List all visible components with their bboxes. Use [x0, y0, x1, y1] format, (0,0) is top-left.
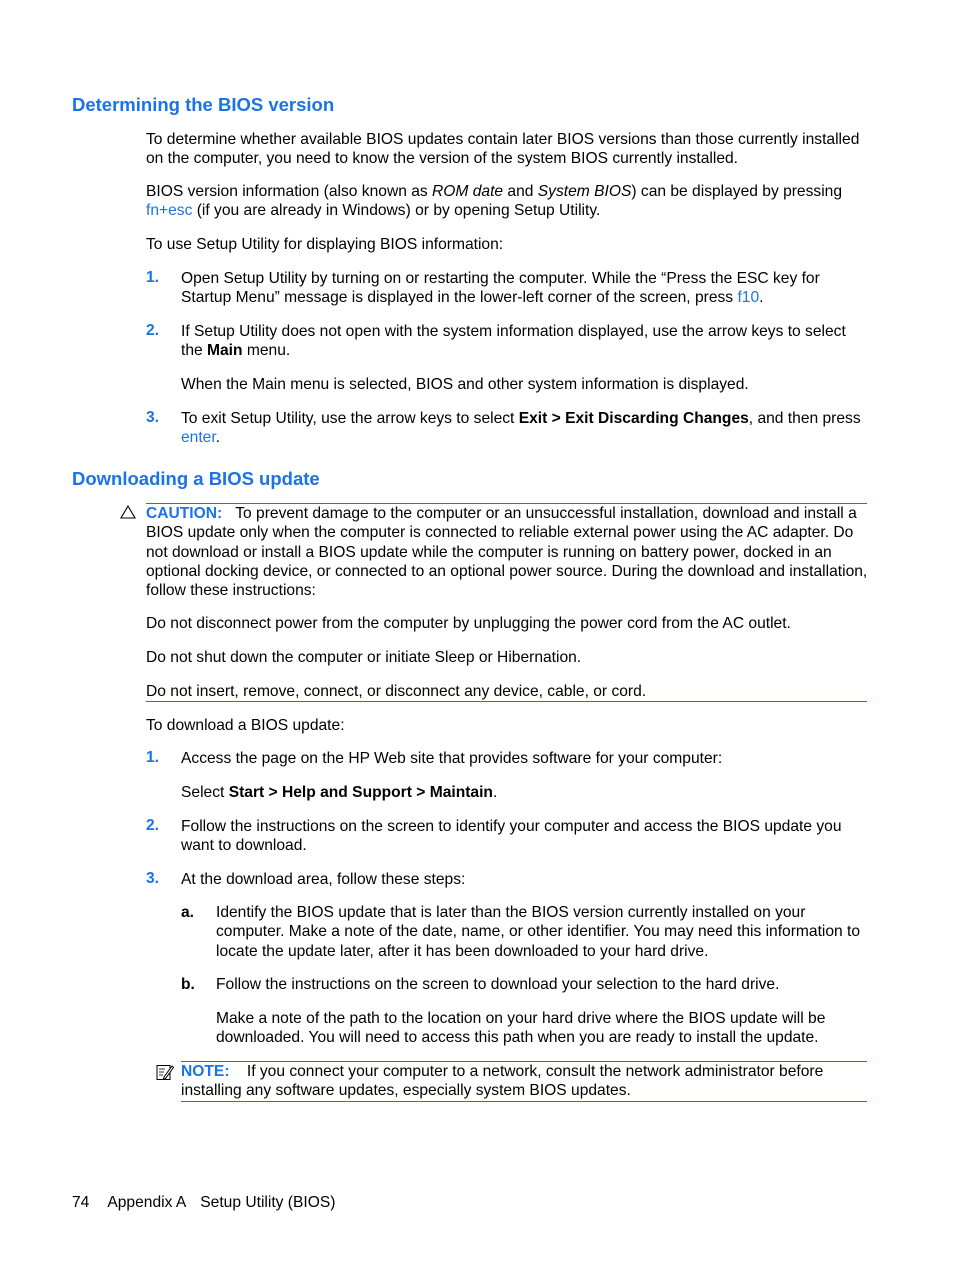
step-3-text	[181, 409, 871, 448]
step-number: 1.	[146, 749, 160, 766]
text-segment: Open Setup Utility by turning on or restarting the computer. While the “Press the ESC key for Startup Menu” message is displayed in the lower-left corner of the screen, press	[181, 270, 820, 307]
note-block	[181, 1062, 871, 1101]
section-heading-determining-bios-version: Determining the BIOS version	[72, 94, 335, 115]
download-step-2-text: Follow the instructions on the screen to identify your computer and access the BIOS update you want to download.	[181, 818, 842, 855]
download-step-1-sub	[181, 783, 871, 802]
paragraph-bios-version-info	[146, 182, 871, 221]
step-number: 2.	[146, 817, 160, 834]
text-segment: menu.	[242, 342, 291, 360]
paragraph-intro: To determine whether available BIOS updates contain later BIOS versions than those currently installed on the computer, you need to know the version of the system BIOS currently installed.	[146, 131, 860, 168]
download-step-1-text: Access the page on the HP Web site that provides software for your computer:	[181, 750, 723, 767]
note-bottom-rule	[181, 1101, 867, 1102]
footer-title: Setup Utility (BIOS)	[200, 1194, 336, 1211]
substep-letter: b.	[181, 976, 195, 993]
section-heading-downloading-bios-update: Downloading a BIOS update	[72, 468, 320, 489]
step-2-subtext: When the Main menu is selected, BIOS and other system information is displayed.	[181, 376, 749, 393]
substep-a-text: Identify the BIOS update that is later than the BIOS version currently installed on your computer. Make a note of the date, name, or other identifier. You may need this information to locate the update later, after it has been downloaded to your hard drive.	[216, 904, 861, 960]
key-fn-esc: fn+esc	[146, 202, 193, 220]
footer-chapter: Appendix A	[107, 1194, 187, 1211]
text-segment: ) can be displayed by pressing	[631, 183, 843, 200]
menu-exit-discarding-changes: Exit > Exit Discarding Changes	[518, 410, 749, 427]
text-segment: and	[503, 183, 538, 200]
text-segment: To exit Setup Utility, use the arrow keys to select	[181, 410, 519, 427]
step-1-text	[181, 269, 871, 308]
caution-text: To prevent damage to the computer or an unsuccessful installation, download and install a BIOS update only when the computer is connected to reliable external power using the AC adapter. Do not download or install a BIOS update while the computer is running on battery power, docked in an optional docking device, or connected to an optional power source. During the download and installation, follow these instructions:	[146, 505, 868, 600]
page-number: 74	[72, 1194, 90, 1211]
text-segment: .	[759, 289, 764, 307]
text-segment: .	[492, 784, 498, 801]
term-system-bios: System BIOS	[537, 183, 632, 200]
text-segment: (if you are already in Windows) or by opening Setup Utility.	[192, 202, 601, 220]
substep-letter: a.	[181, 904, 195, 921]
key-enter: enter	[181, 429, 216, 447]
step-2-text	[181, 322, 871, 361]
term-rom-date: ROM date	[432, 183, 504, 200]
paragraph-download-intro: To download a BIOS update:	[146, 717, 345, 734]
step-number: 3.	[146, 409, 160, 426]
note-text: If you connect your computer to a network, consult the network administrator before installing any software updates, especially system BIOS updates.	[181, 1063, 824, 1100]
text-segment: If Setup Utility does not open with the system information displayed, use the arrow keys to select the	[181, 323, 846, 360]
step-number: 3.	[146, 870, 160, 887]
text-segment: .	[215, 429, 221, 447]
step-number: 1.	[146, 269, 160, 286]
caution-item: Do not insert, remove, connect, or disconnect any device, cable, or cord.	[146, 683, 647, 700]
text-segment: BIOS version information (also known as	[146, 183, 433, 200]
caution-label: CAUTION:	[146, 505, 223, 522]
download-step-3-text: At the download area, follow these steps:	[181, 871, 466, 888]
key-f10: f10	[737, 289, 760, 307]
substep-b-text: Follow the instructions on the screen to download your selection to the hard drive.	[216, 976, 780, 993]
paragraph-setup-utility-intro: To use Setup Utility for displaying BIOS information:	[146, 236, 504, 253]
text-segment: , and then press	[748, 410, 861, 427]
note-pencil-icon	[156, 1063, 174, 1081]
note-label: NOTE:	[181, 1063, 230, 1080]
caution-bottom-rule	[146, 701, 867, 702]
page-footer	[72, 1193, 335, 1212]
menu-path-maintain: Start > Help and Support > Maintain	[228, 784, 493, 801]
caution-block	[146, 504, 870, 600]
text-segment: Select	[181, 784, 229, 801]
caution-item: Do not disconnect power from the computer by unplugging the power cord from the AC outlet.	[146, 615, 791, 632]
menu-main: Main	[207, 342, 243, 360]
caution-item: Do not shut down the computer or initiate Sleep or Hibernation.	[146, 649, 582, 666]
step-number: 2.	[146, 322, 160, 339]
caution-triangle-icon	[120, 505, 136, 519]
substep-b-extra: Make a note of the path to the location on your hard drive where the BIOS update will be downloaded. You will need to access this path when you are ready to install the update.	[216, 1010, 826, 1047]
